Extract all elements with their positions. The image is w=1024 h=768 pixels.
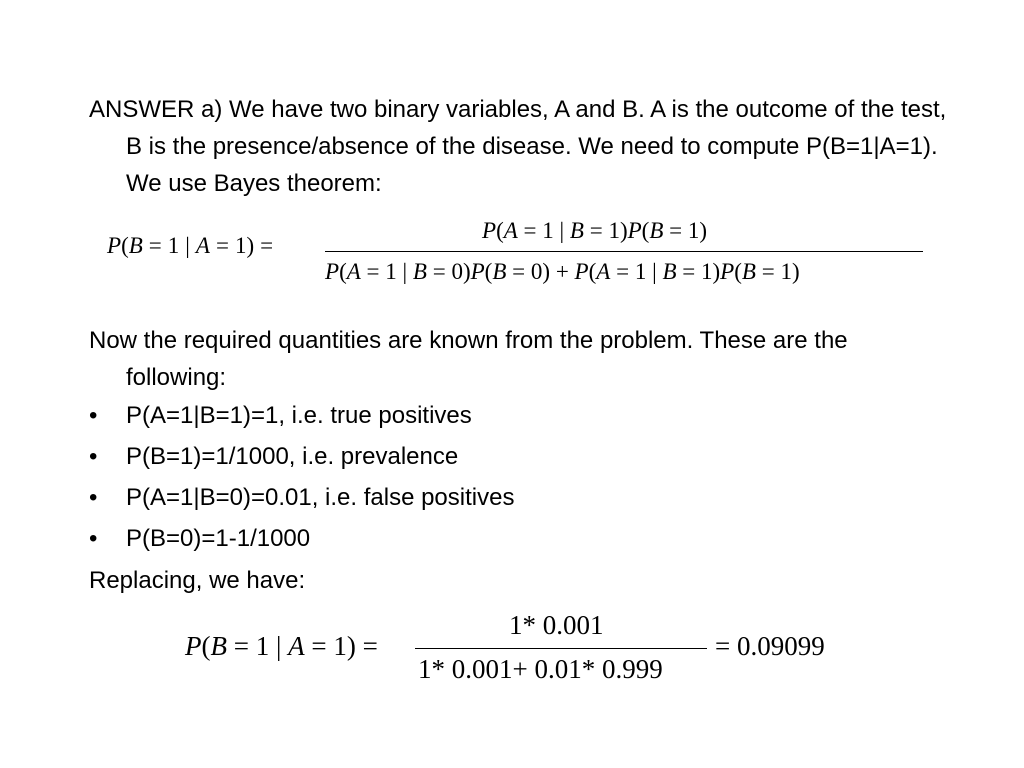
result-fraction-bar: [415, 648, 707, 649]
answer-paragraph: ANSWER a) We have two binary variables, A and B. A is the outcome of the test, B is the presence/absence of the disease. We need to compute P(B=1|A=1). We use Bayes theorem:: [89, 96, 947, 197]
bayes-numerator: P(A = 1 | B = 1)P(B = 1): [482, 218, 708, 243]
slide: ANSWER a) We have two binary variables, A and B. A is the outcome of the test, B is the presence/absence of the disease. We need to compute P(B=1|A=1). We use Bayes theorem: P(B = 1 | A = 1) = P(A = 1 | B = 1)P(B = 1) P(A = 1 | B = 0)P(B = 0) + P(A = 1 | B = 1)P(B = 1) Now the required quantities are known from the problem. These are the following: • P(A=1|B=1)=1, i.e. true positives • P(B=1)=1/1000, i.e. prevalence • P(A=1|B=0)=0.01, i.e. false positives • P(B=0)=1-1/1000 Replacing, we have: P(B = 1 | A = 1) = 1* 0.001 1* 0.001+ 0.01* 0.999 = 0.09099: [0, 0, 1024, 768]
quantities-paragraph: Now the required quantities are known from the problem. These are the following:: [89, 327, 848, 391]
bayes-fraction-bar: [325, 251, 923, 252]
bayes-lhs: P(B = 1 | A = 1) =: [107, 233, 274, 258]
bullet-icon: •: [89, 402, 98, 429]
bullet-icon: •: [89, 443, 98, 470]
result-numerator: 1* 0.001: [509, 610, 604, 640]
result-lhs: P(B = 1 | A = 1) =: [185, 631, 378, 661]
replacing-paragraph: Replacing, we have:: [89, 567, 306, 594]
result-value: = 0.09099: [715, 631, 825, 661]
bayes-denominator: P(A = 1 | B = 0)P(B = 0) + P(A = 1 | B = 1)P(B = 1): [325, 259, 800, 284]
bullet-icon: •: [89, 525, 98, 552]
result-denominator: 1* 0.001+ 0.01* 0.999: [418, 654, 663, 684]
bullet-icon: •: [89, 484, 98, 511]
